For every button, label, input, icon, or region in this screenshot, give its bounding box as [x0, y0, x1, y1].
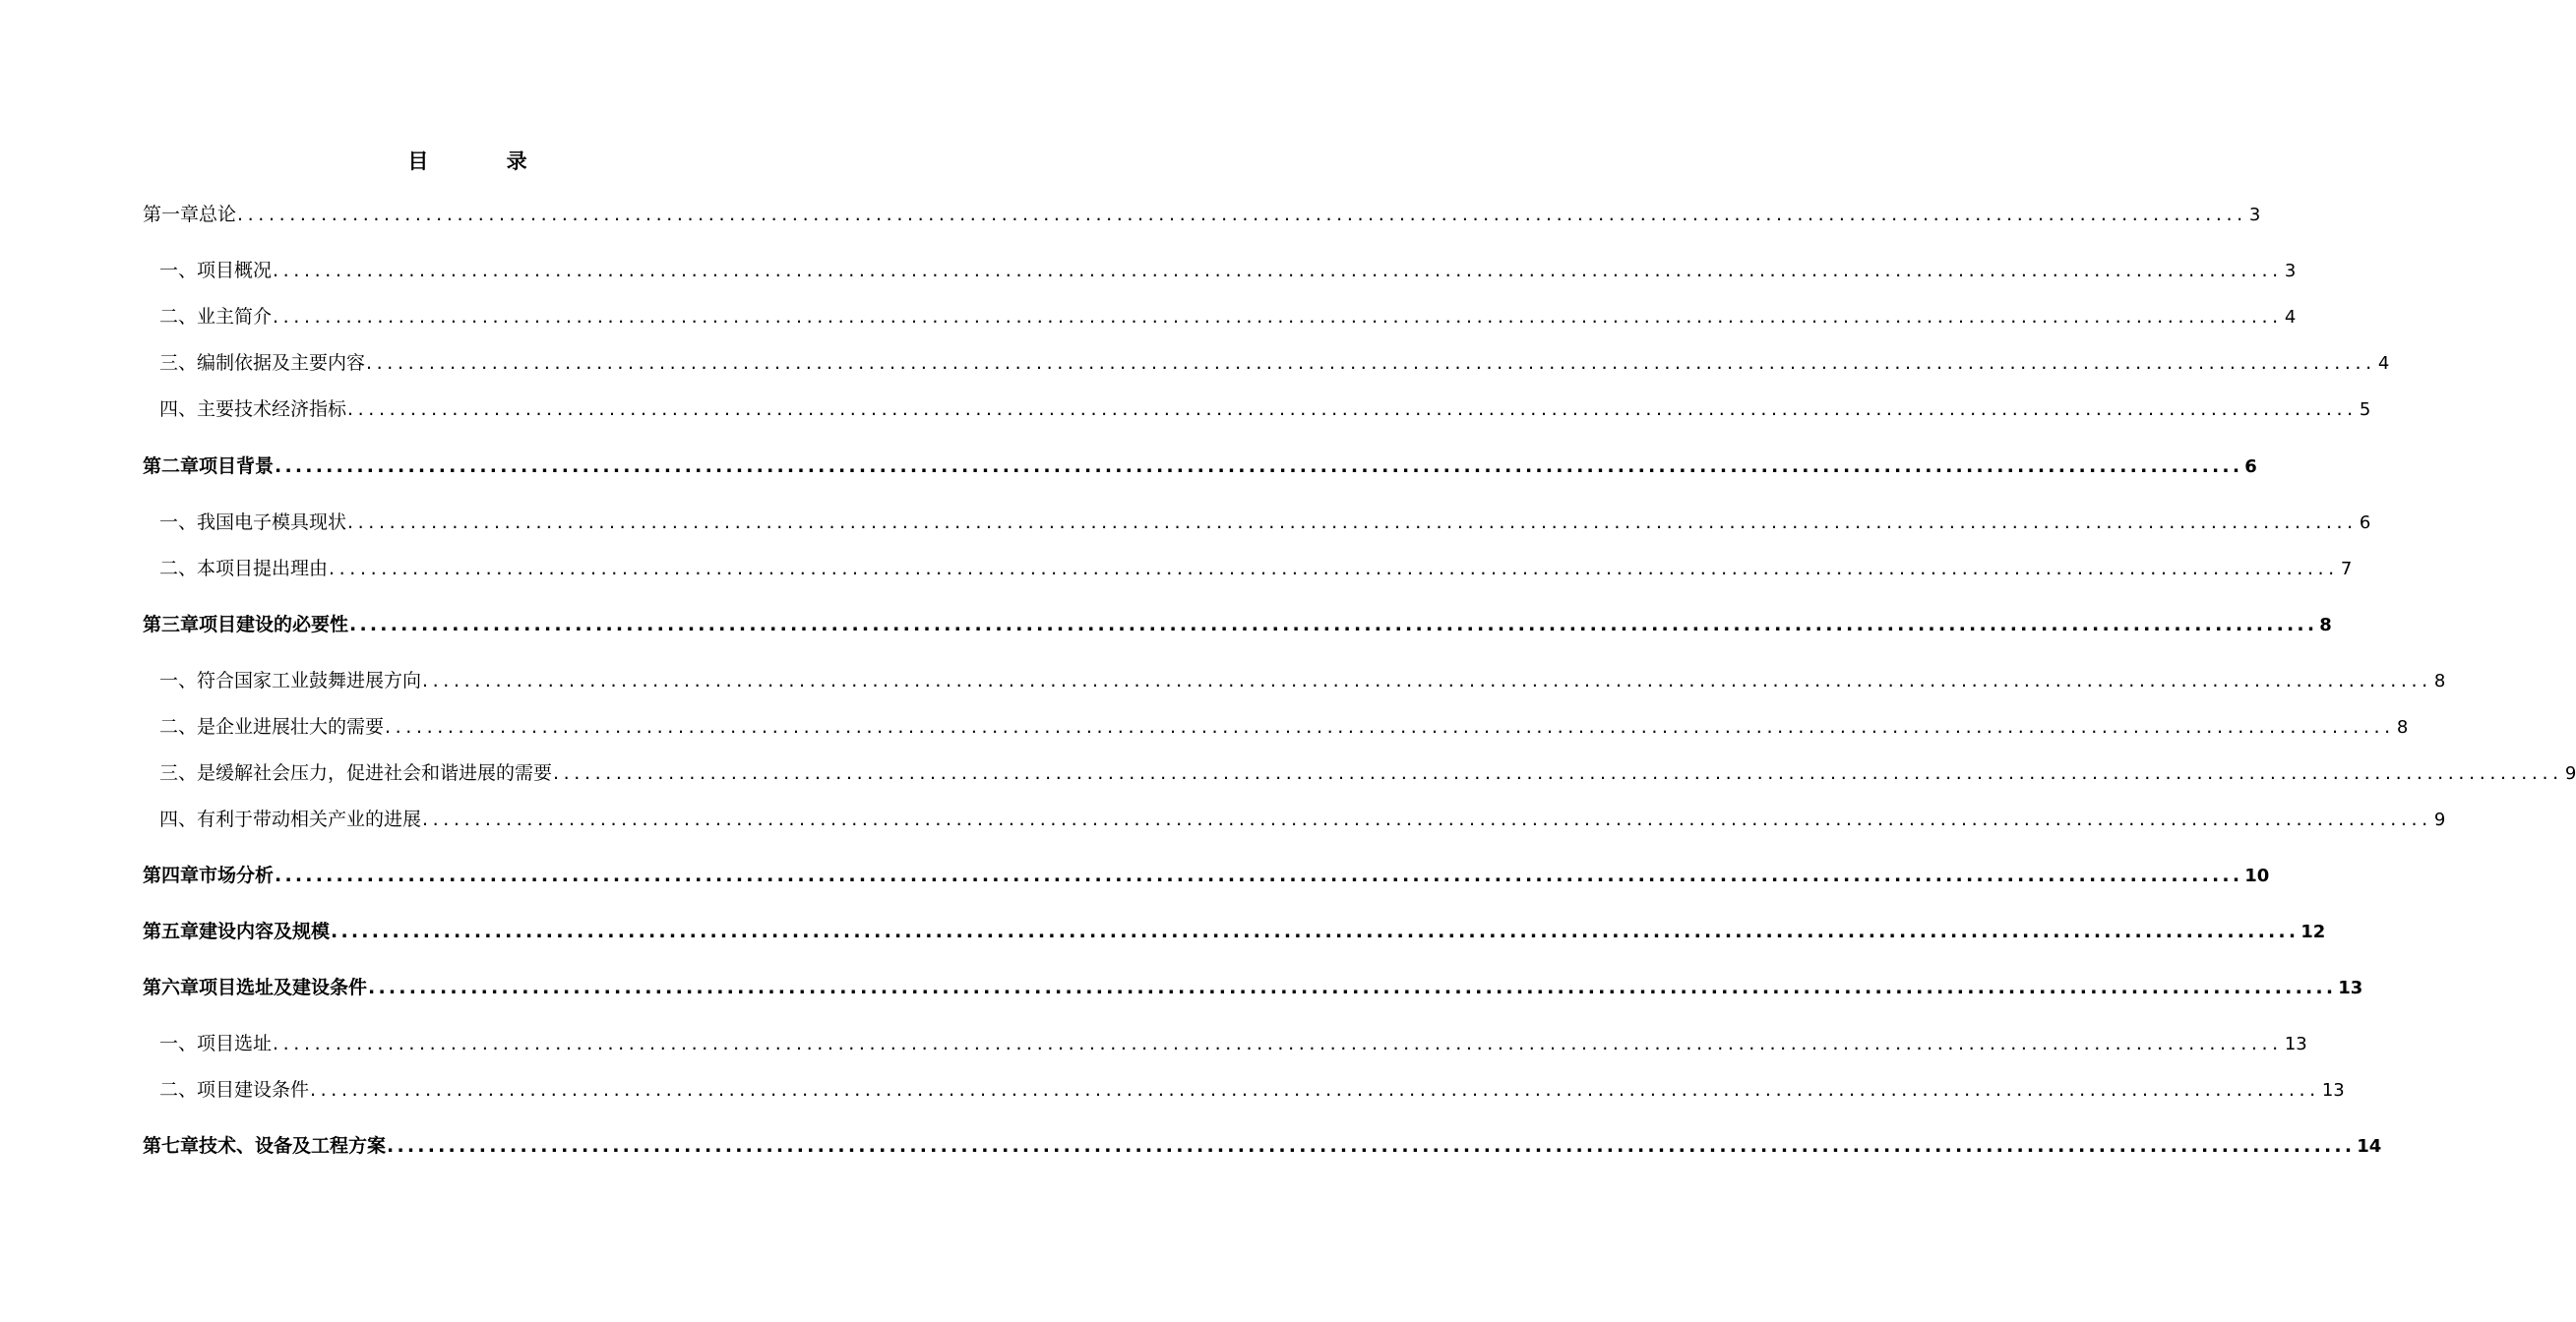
toc-entry-title: 总论 [199, 204, 237, 225]
toc-page-number: 13 [2284, 1034, 2307, 1054]
dot-leader: ................................................................................................................................................................................................ [366, 352, 2376, 374]
toc-entry-number: 二、 [159, 558, 198, 579]
toc-entry-title: 编制依据及主要内容 [197, 352, 366, 374]
toc-section-entry[interactable] [159, 509, 2371, 536]
toc-section-entry[interactable] [159, 349, 2390, 377]
toc-section-entry[interactable] [159, 1030, 2307, 1057]
toc-entry-number: 二、 [159, 306, 198, 328]
toc-page-number: 4 [2284, 307, 2297, 328]
dot-leader: ................................................................................................................................................................................................ [347, 398, 2358, 420]
toc-chapter-entry[interactable] [143, 918, 2326, 945]
toc-entry-number: 第五章 [143, 921, 200, 942]
toc-page-number: 10 [2244, 866, 2270, 886]
toc-entry-title: 项目建设的必要性 [199, 614, 349, 635]
toc-page-number: 6 [2359, 512, 2371, 533]
toc-entry-title: 有利于带动相关产业的进展 [197, 809, 422, 830]
toc-page-number: 9 [2564, 763, 2576, 784]
toc-entry-title: 项目选址 [197, 1033, 273, 1054]
toc-page-number: 3 [2284, 261, 2297, 281]
dot-leader: ................................................................................................................................................................................................ [237, 204, 2247, 225]
toc-entry-number: 第三章 [143, 614, 200, 635]
toc-entry-number: 第七章 [143, 1135, 200, 1157]
toc-section-entry[interactable] [159, 257, 2297, 284]
toc-section-entry[interactable] [159, 759, 2576, 787]
toc-chapter-entry[interactable] [143, 452, 2257, 480]
toc-entry-number: 二、 [159, 1079, 198, 1101]
toc-section-entry[interactable] [159, 667, 2446, 694]
dot-leader: ................................................................................................................................................................................................ [275, 865, 2243, 886]
toc-page-number: 9 [2433, 810, 2446, 830]
toc-chapter-entry[interactable] [143, 1132, 2382, 1160]
dot-leader: ................................................................................................................................................................................................ [273, 1033, 2283, 1054]
toc-entry-title: 技术、设备及工程方案 [199, 1135, 387, 1157]
toc-page-number: 7 [2340, 559, 2353, 579]
toc-title: 目 录 [407, 150, 563, 173]
toc-chapter-entry[interactable] [143, 974, 2363, 1001]
toc-entry-title: 项目背景 [199, 455, 275, 477]
toc-section-entry[interactable] [159, 303, 2297, 330]
toc-entry-title: 是企业进展壮大的需要 [197, 716, 385, 738]
dot-leader: ................................................................................................................................................................................................ [347, 511, 2358, 533]
toc-entry-number: 第二章 [143, 455, 200, 477]
toc-entry-number: 第一章 [143, 204, 200, 225]
toc-page-number: 6 [2244, 456, 2257, 477]
toc-entry-title: 业主简介 [197, 306, 273, 328]
toc-entry-title: 本项目提出理由 [197, 558, 329, 579]
toc-entry-number: 第六章 [143, 977, 200, 998]
dot-leader: ................................................................................................................................................................................................ [349, 614, 2318, 635]
toc-entry-title: 符合国家工业鼓舞进展方向 [197, 670, 422, 691]
toc-entry-title: 建设内容及规模 [199, 921, 331, 942]
toc-page-number: 5 [2359, 399, 2371, 420]
toc-entry-number: 一、 [159, 260, 198, 281]
toc-entry-title: 项目概况 [197, 260, 273, 281]
toc-entry-number: 三、 [159, 352, 198, 374]
dot-leader: ................................................................................................................................................................................................ [422, 670, 2432, 691]
toc-page-number: 12 [2300, 922, 2326, 942]
toc-entry-number: 第四章 [143, 865, 200, 886]
toc-entry-title: 我国电子模具现状 [197, 511, 347, 533]
dot-leader: ................................................................................................................................................................................................ [273, 260, 2283, 281]
toc-entry-number: 一、 [159, 1033, 198, 1054]
toc-entry-number: 四、 [159, 398, 198, 420]
toc-entry-title: 主要技术经济指标 [197, 398, 347, 420]
toc-section-entry[interactable] [159, 555, 2353, 582]
dot-leader: ................................................................................................................................................................................................ [368, 977, 2337, 998]
toc-page-number: 13 [2321, 1080, 2345, 1101]
toc-entry-number: 一、 [159, 511, 198, 533]
dot-leader: ................................................................................................................................................................................................ [553, 762, 2563, 784]
toc-page-number: 8 [2396, 717, 2409, 738]
toc-chapter-entry[interactable] [143, 862, 2270, 889]
toc-entry-title: 项目建设条件 [197, 1079, 310, 1101]
toc-section-entry[interactable] [159, 395, 2371, 423]
dot-leader: ................................................................................................................................................................................................ [387, 1135, 2356, 1157]
toc-entry-number: 三、 [159, 762, 198, 784]
toc-page-number: 8 [2319, 615, 2332, 635]
toc-page-number: 3 [2248, 205, 2261, 225]
toc-entry-title: 是缓解社会压力，促进社会和谐进展的需要 [197, 762, 553, 784]
dot-leader: ................................................................................................................................................................................................ [331, 921, 2300, 942]
toc-chapter-entry[interactable] [143, 201, 2261, 228]
toc-section-entry[interactable] [159, 1076, 2345, 1104]
toc-page-number: 8 [2433, 671, 2446, 691]
toc-section-entry[interactable] [159, 806, 2446, 833]
dot-leader: ................................................................................................................................................................................................ [385, 716, 2395, 738]
toc-entry-number: 一、 [159, 670, 198, 691]
toc-section-entry[interactable] [159, 713, 2409, 741]
toc-entry-number: 二、 [159, 716, 198, 738]
toc-chapter-entry[interactable] [143, 611, 2332, 638]
dot-leader: ................................................................................................................................................................................................ [275, 455, 2243, 477]
dot-leader: ................................................................................................................................................................................................ [310, 1079, 2320, 1101]
dot-leader: ................................................................................................................................................................................................ [422, 809, 2432, 830]
toc-entry-title: 项目选址及建设条件 [199, 977, 368, 998]
toc-entry-number: 四、 [159, 809, 198, 830]
toc-page-number: 4 [2377, 353, 2390, 374]
toc-page-number: 14 [2357, 1136, 2382, 1157]
dot-leader: ................................................................................................................................................................................................ [273, 306, 2283, 328]
dot-leader: ................................................................................................................................................................................................ [329, 558, 2339, 579]
toc-entry-title: 市场分析 [199, 865, 275, 886]
toc-page-number: 13 [2338, 978, 2363, 998]
